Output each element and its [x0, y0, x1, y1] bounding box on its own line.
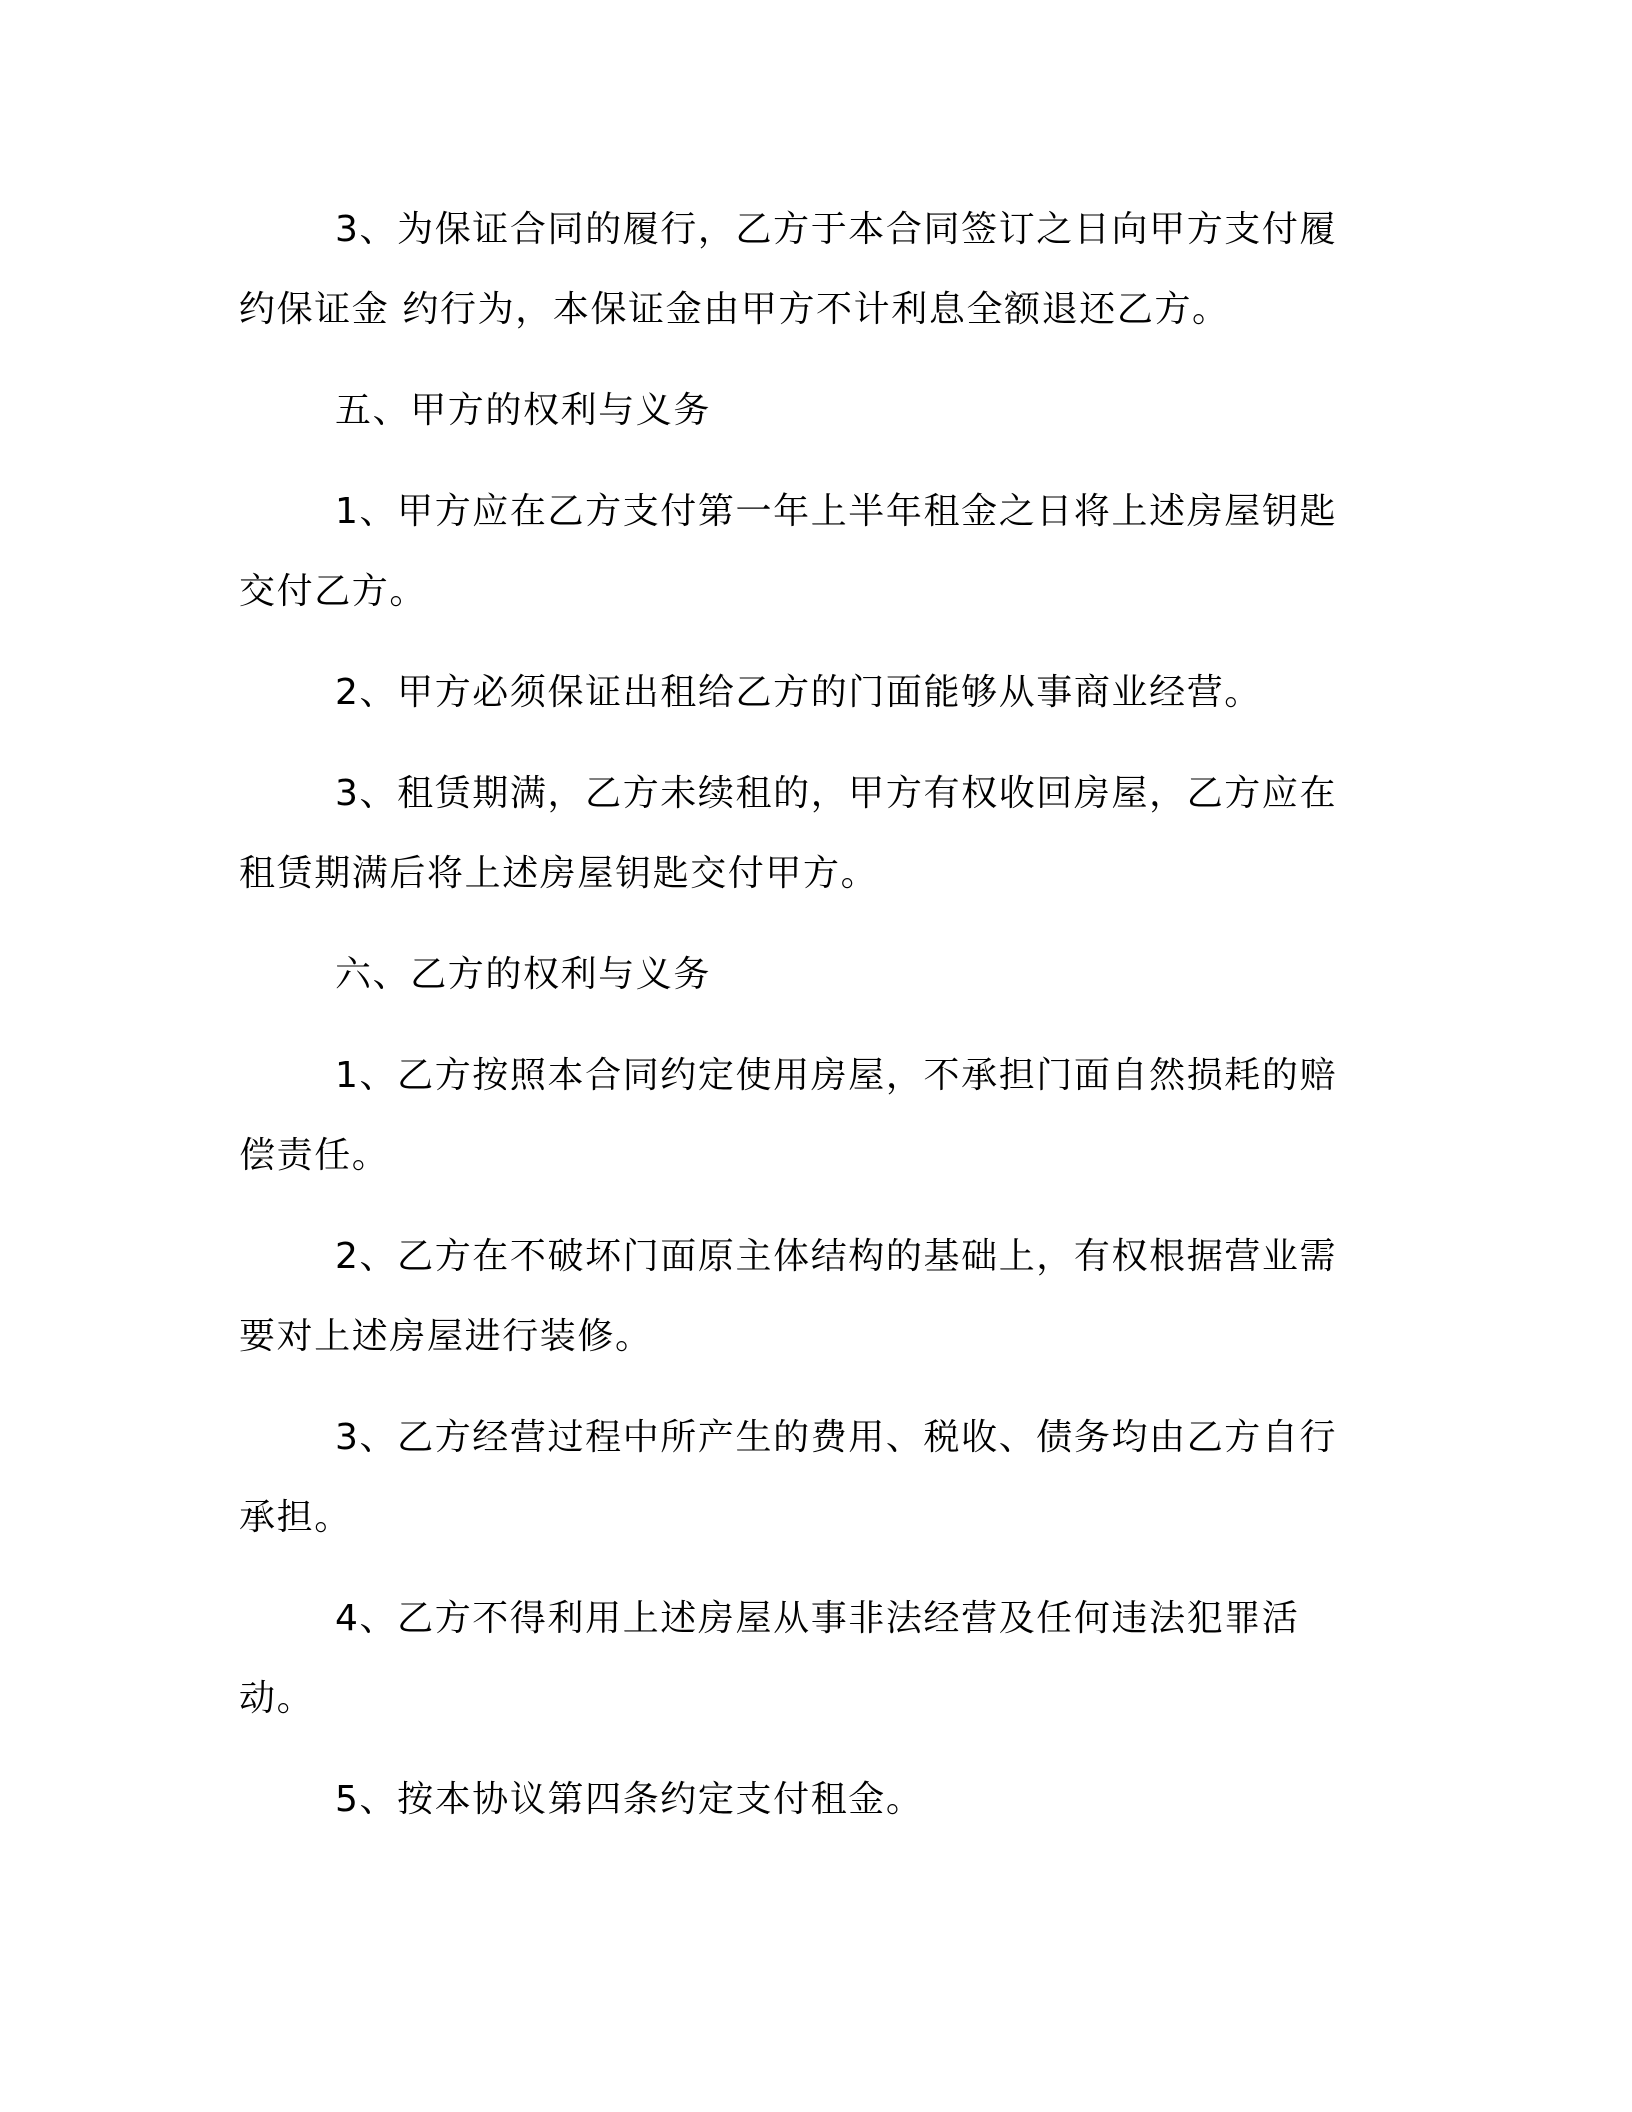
- paragraph-b-4: 4、乙方不得利用上述房屋从事非法经营及任何违法犯罪活动。: [239, 1598, 1300, 1719]
- paragraph-deposit: 3、为保证合同的履行，乙方于本合同签订之日向甲方支付履约保证金 约行为，本保证金由甲方不计利息全额退还乙方。: [239, 209, 1338, 330]
- paragraph-a-2: 2、甲方必须保证出租给乙方的门面能够从事商业经营。: [335, 672, 1262, 713]
- paragraph-b-3: 3、乙方经营过程中所产生的费用、税收、债务均由乙方自行承担。: [239, 1417, 1338, 1538]
- paragraph-b-1: 1、乙方按照本合同约定使用房屋，不承担门面自然损耗的赔偿责任。: [239, 1055, 1338, 1176]
- section-heading-party-a: 五、甲方的权利与义务: [335, 390, 712, 431]
- paragraph-a-3: 3、租赁期满，乙方未续租的，甲方有权收回房屋，乙方应在租赁期满后将上述房屋钥匙交付甲方。: [239, 773, 1338, 894]
- paragraph-a-1: 1、甲方应在乙方支付第一年上半年租金之日将上述房屋钥匙交付乙方。: [239, 491, 1338, 612]
- paragraph-b-2: 2、乙方在不破坏门面原主体结构的基础上，有权根据营业需要对上述房屋进行装修。: [239, 1236, 1338, 1357]
- paragraph-b-5: 5、按本协议第四条约定支付租金。: [335, 1779, 924, 1820]
- section-heading-party-b: 六、乙方的权利与义务: [335, 954, 712, 995]
- document-page: [239, 190, 1363, 1840]
